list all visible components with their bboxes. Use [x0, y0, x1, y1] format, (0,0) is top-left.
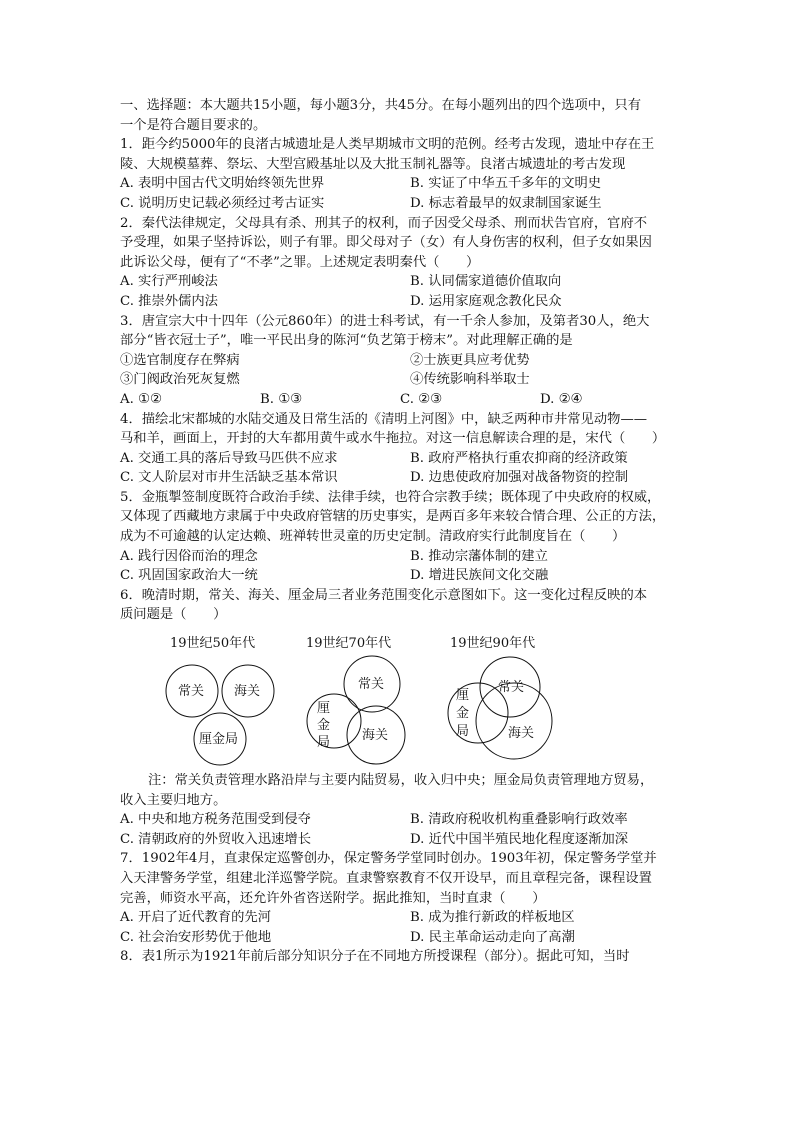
- option-d: D. 近代中国半殖民地化程度逐渐加深: [410, 831, 629, 847]
- label-lijin-char: 局: [317, 735, 331, 751]
- label-haiguan: 海关: [362, 728, 389, 744]
- question-stem: 5．金瓶掣签制度既符合政治手续、法律手续，也符合宗教手续；既体现了中央政府的权威，: [120, 489, 661, 505]
- question-stem: 陵、大规模墓葬、祭坛、大型宫殿基址以及大批玉制礼器等。良渚古城遗址的考古发现: [120, 156, 626, 172]
- venn-svg: [120, 627, 680, 767]
- note: 收入主要归地方。: [120, 792, 227, 808]
- option-d: D. 民主革命运动走向了高潮: [410, 929, 575, 945]
- label-lijin-char: 厘: [317, 701, 331, 717]
- question-stem: 马和羊，画面上，开封的大车都用黄牛或水牛拖拉。对这一信息解读合理的是，宋代（ ）: [120, 431, 666, 447]
- question-stem: 入天津警务学堂，组建北洋巡警学院。直隶警察教育不仅开设早，而且章程完备，课程设置: [120, 871, 652, 886]
- option-b: B. 成为推行新政的样板地区: [410, 910, 575, 926]
- question-stem: 此诉讼父母，便有了“不孝”之罪。上述规定表明秦代（ ）: [120, 254, 480, 270]
- option-c: C. 巩固国家政治大一统: [120, 568, 258, 584]
- option-c: C. 清朝政府的外贸收入迅速增长: [120, 831, 312, 847]
- question-stem: 6．晚清时期，常关、海关、厘金局三者业务范围变化示意图如下。这一变化过程反映的本: [120, 587, 648, 603]
- period-label: 19世纪90年代: [450, 636, 536, 652]
- statement-1: ①选官制度存在弊病: [120, 352, 240, 368]
- option-b: B. 认同儒家道德价值取向: [410, 274, 562, 290]
- question-stem: 成为不可逾越的认定达赖、班禅转世灵童的历史定制。清政府实行此制度旨在（ ）: [120, 529, 626, 545]
- option-c: C. 文人阶层对市井生活缺乏基本常识: [120, 470, 338, 486]
- section-header: 一、选择题：本大题共15小题，每小题3分，共45分。在每小题列出的四个选项中，只有: [120, 98, 641, 113]
- label-lijin-char: 金: [317, 718, 331, 734]
- option-d: D. 边患使政府加强对战备物资的控制: [410, 470, 629, 486]
- option-d: D. 运用家庭观念教化民众: [410, 293, 562, 309]
- venn-diagram: [120, 627, 680, 767]
- option-b: B. 实证了中华五千多年的文明史: [410, 176, 602, 192]
- option-b: B. 推动宗藩体制的建立: [410, 548, 548, 564]
- label-changguan: 常关: [178, 684, 205, 700]
- section-header: 一个是符合题目要求的。: [120, 117, 267, 133]
- label-changguan: 常关: [498, 680, 525, 696]
- option-b: B. 政府严格执行重农抑商的经济政策: [410, 450, 628, 466]
- option-d: D. 标志着最早的奴隶制国家诞生: [410, 195, 602, 211]
- option-d: D. ②④: [540, 391, 583, 407]
- option-c: C. 推崇外儒内法: [120, 293, 218, 309]
- option-a: A. 践行因俗而治的理念: [120, 548, 258, 564]
- option-c: C. ②③: [400, 391, 442, 407]
- note: 注：常关负责管理水路沿岸与主要内陆贸易，收入归中央；厘金局负责管理地方贸易，: [148, 773, 654, 789]
- question-stem: 予受理，如果子坚持诉讼，则子有罪。即父母对子（女）有人身伤害的权利，但子女如果因: [120, 235, 652, 251]
- option-c: C. 社会治安形势优于他地: [120, 929, 272, 945]
- label-lijinju: 厘金局: [199, 732, 239, 748]
- option-a: A. 实行严刑峻法: [120, 274, 218, 290]
- label-lijin-char: 厘: [456, 688, 470, 704]
- option-a: A. 中央和地方税务范围受到侵夺: [120, 812, 311, 828]
- option-d: D. 增进民族间文化交融: [410, 568, 549, 584]
- option-a: A. 开启了近代教育的先河: [120, 910, 272, 926]
- label-lijin-char: 局: [456, 724, 470, 740]
- label-haiguan: 海关: [508, 726, 535, 742]
- question-stem: 4．描绘北宋都城的水陆交通及日常生活的《清明上河图》中，缺乏两种市井常见动物——: [120, 411, 648, 427]
- option-c: C. 说明历史记载必须经过考古证实: [120, 195, 325, 211]
- statement-3: ③门阀政治死灰复燃: [120, 372, 240, 388]
- option-b: B. ①③: [260, 391, 303, 407]
- question-stem: 2．秦代法律规定，父母具有杀、刑其子的权利，而子因受父母杀、刑而状告官府，官府不: [120, 215, 648, 231]
- statement-2: ②士族更具应考优势: [410, 352, 530, 368]
- exam-page: [120, 96, 680, 967]
- question-stem: 7．1902年4月，直隶保定巡警创办，保定警务学堂同时创办。1903年初，保定警务学堂并: [120, 851, 657, 867]
- label-lijin-char: 金: [456, 706, 470, 722]
- label-changguan: 常关: [358, 677, 385, 693]
- question-stem: 8．表1所示为1921年前后部分知识分子在不同地方所授课程（部分）。据此可知，当时: [120, 949, 630, 965]
- question-stem: 质问题是（ ）: [120, 607, 227, 623]
- option-a: A. ①②: [120, 391, 162, 407]
- option-a: A. 交通工具的落后导致马匹供不应求: [120, 450, 338, 466]
- question-stem: 完善，师资水平高，还允许外省咨送附学。据此推知，当时直隶（ ）: [120, 890, 546, 906]
- circle-lijinju: [307, 694, 361, 751]
- question-stem: 部分“皆衣冠士子”，唯一平民出身的陈河“负艺第于榜末”。对此理解正确的是: [120, 333, 573, 349]
- question-stem: 又体现了西藏地方隶属于中央政府管辖的历史事实，是两百多年来较合情合理、公正的方法，: [120, 509, 666, 525]
- option-b: B. 清政府税收机构重叠影响行政效率: [410, 812, 628, 828]
- question-stem: 1．距今约5000年的良渚古城遗址是人类早期城市文明的范例。经考古发现，遗址中存在王: [120, 137, 655, 153]
- period-label: 19世纪70年代: [306, 636, 392, 652]
- statement-4: ④传统影响科举取士: [410, 372, 530, 388]
- label-haiguan: 海关: [234, 684, 261, 700]
- question-stem: 3．唐宣宗大中十四年（公元860年）的进士科考试，有一千余人参加，及第者30人，绝大: [120, 313, 650, 329]
- option-a: A. 表明中国古代文明始终领先世界: [120, 176, 325, 192]
- period-label: 19世纪50年代: [170, 636, 256, 652]
